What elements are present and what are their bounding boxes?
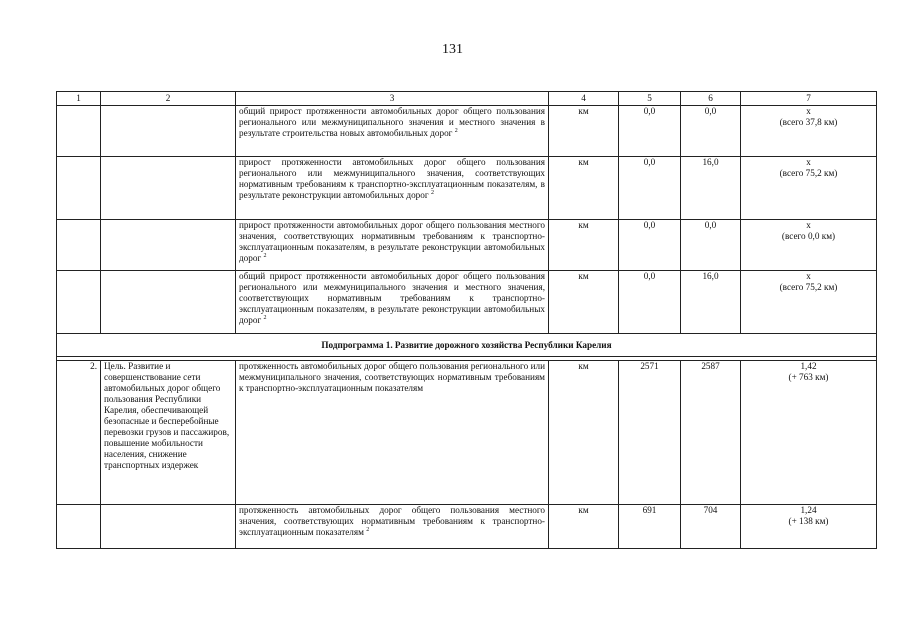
- unit-cell: км: [549, 157, 619, 220]
- total-mark: х: [806, 271, 811, 281]
- unit-cell: км: [549, 220, 619, 271]
- column-header: 1: [57, 92, 101, 106]
- indicator-cell: [236, 361, 549, 505]
- total-note: (всего 37,8 км): [779, 117, 838, 127]
- subprogram-row: [57, 334, 877, 357]
- total-note: (всего 75,2 км): [779, 282, 838, 292]
- total-mark: х: [806, 157, 811, 167]
- column-header: 6: [681, 92, 741, 106]
- value-cell-6: 0,0: [681, 220, 741, 271]
- total-value: 1,24: [800, 505, 817, 515]
- subprogram-title: Подпрограмма 1. Развитие дорожного хозяйства Республики Карелия: [57, 334, 877, 357]
- goal-cell: [101, 505, 236, 549]
- footnote-mark: 2: [263, 315, 267, 321]
- total-cell: [741, 361, 877, 505]
- table-row: [57, 505, 877, 549]
- page-number: 131: [442, 42, 463, 57]
- goal-cell: [101, 271, 236, 334]
- value-cell-5: 0,0: [619, 271, 681, 334]
- goal-cell: [101, 106, 236, 157]
- column-header: 3: [236, 92, 549, 106]
- footnote-mark: 2: [263, 253, 267, 259]
- total-note: (всего 0,0 км): [781, 231, 836, 241]
- goal-cell: [101, 220, 236, 271]
- unit-cell: км: [549, 361, 619, 505]
- unit-cell: км: [549, 106, 619, 157]
- value-cell-6: 2587: [681, 361, 741, 505]
- total-cell: [741, 157, 877, 220]
- table-row: [57, 220, 877, 271]
- row-number-cell: [57, 220, 101, 271]
- unit-cell: км: [549, 271, 619, 334]
- indicator-cell: [236, 106, 549, 157]
- indicator-text: протяженность автомобильных дорог общего пользования местного значения, соответствующих нормативным требованиям к транспортно-эксплуатационным показателям: [239, 505, 545, 537]
- total-note: (+ 763 км): [788, 372, 829, 382]
- total-cell: [741, 106, 877, 157]
- indicator-cell: [236, 271, 549, 334]
- table-row: [57, 157, 877, 220]
- indicator-text: протяженность автомобильных дорог общего пользования регионального или межмуниципального значения, соответствующих нормативным требованиям к транспортно-эксплуатационным показателям: [239, 361, 545, 393]
- column-header: 4: [549, 92, 619, 106]
- value-cell-6: 16,0: [681, 157, 741, 220]
- total-mark: х: [806, 106, 811, 116]
- footnote-mark: 2: [454, 128, 458, 134]
- indicator-text: общий прирост протяженности автомобильных дорог общего пользования регионального или межмуниципального значения и местного значения, соответствующих нормативным требованиям к транспортно-эксплуатационным показателям, в результате реконструкции автомобильных дорог: [239, 271, 545, 325]
- value-cell-6: 16,0: [681, 271, 741, 334]
- table-row: [57, 271, 877, 334]
- table-row: [57, 106, 877, 157]
- total-note: (всего 75,2 км): [779, 168, 838, 178]
- indicator-cell: [236, 220, 549, 271]
- value-cell-6: 0,0: [681, 106, 741, 157]
- total-mark: х: [806, 220, 811, 230]
- row-number-cell: [57, 271, 101, 334]
- footnote-mark: 2: [430, 190, 434, 196]
- value-cell-6: 704: [681, 505, 741, 549]
- indicators-table: [56, 91, 877, 549]
- goal-cell: Цель. Развитие и совершенствование сети автомобильных дорог общего пользования Республики Карелия, обеспечивающей безопасные и бесперебойные перевозки грузов и пассажиров, повышение мобильности населения, снижение транспортных издержек: [101, 361, 236, 505]
- value-cell-5: 691: [619, 505, 681, 549]
- table-row: [57, 361, 877, 505]
- total-cell: [741, 220, 877, 271]
- value-cell-5: 0,0: [619, 220, 681, 271]
- indicator-text: прирост протяженности автомобильных дорог общего пользования местного значения, соответствующих нормативным требованиям к транспортно-эксплуатационным показателям, в результате реконструкции автомобильных дорог: [239, 220, 545, 263]
- indicator-text: общий прирост протяженности автомобильных дорог общего пользования регионального или межмуниципального значения и местного значения в результате строительства новых автомобильных дорог: [239, 106, 545, 138]
- total-cell: [741, 271, 877, 334]
- row-number-cell: [57, 157, 101, 220]
- unit-cell: км: [549, 505, 619, 549]
- row-number-cell: [57, 505, 101, 549]
- total-value: 1,42: [800, 361, 817, 371]
- goal-cell: [101, 157, 236, 220]
- total-note: (+ 138 км): [788, 516, 829, 526]
- row-number-cell: 2.: [57, 361, 101, 505]
- indicator-text: прирост протяженности автомобильных дорог общего пользования регионального или межмуниципального значения, соответствующих нормативным требованиям к транспортно-эксплуатационным показателям, в результате реконструкции автомобильных дорог: [239, 157, 545, 200]
- total-cell: [741, 505, 877, 549]
- column-header: 2: [101, 92, 236, 106]
- column-header: 7: [741, 92, 877, 106]
- value-cell-5: 2571: [619, 361, 681, 505]
- column-number-row: [57, 92, 877, 106]
- footnote-mark: 2: [366, 527, 370, 533]
- column-header: 5: [619, 92, 681, 106]
- row-number-cell: [57, 106, 101, 157]
- value-cell-5: 0,0: [619, 106, 681, 157]
- indicator-cell: [236, 157, 549, 220]
- indicator-cell: [236, 505, 549, 549]
- value-cell-5: 0,0: [619, 157, 681, 220]
